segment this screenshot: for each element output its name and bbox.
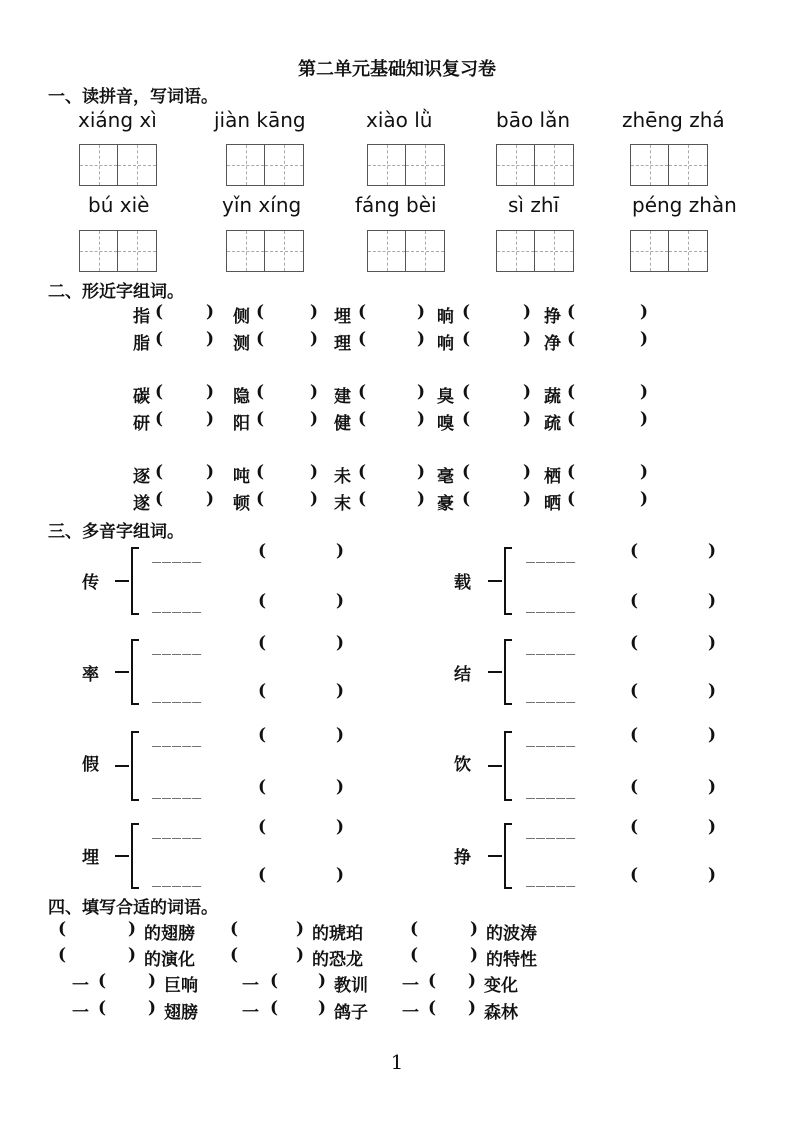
- word-slot[interactable]: ): [336, 541, 345, 561]
- phrase-word: 的恐龙: [312, 950, 363, 970]
- blank-slot[interactable]: ): [468, 998, 477, 1018]
- open-paren: (: [567, 382, 576, 402]
- open-paren: (: [630, 725, 639, 745]
- brace-middle: [115, 765, 129, 767]
- blank-slot[interactable]: ): [470, 919, 479, 939]
- word-slot[interactable]: ): [708, 817, 717, 837]
- group-char: 净: [544, 334, 561, 354]
- answer-slot[interactable]: ): [640, 302, 649, 322]
- brace-line: [131, 639, 133, 703]
- open-paren: (: [230, 919, 239, 939]
- writing-box[interactable]: [630, 144, 708, 186]
- phrase-word: 的演化: [144, 950, 195, 970]
- section1-heading: 一、读拼音，写词语。: [48, 87, 218, 107]
- answer-slot[interactable]: ): [523, 382, 532, 402]
- brace-tick: [504, 547, 512, 549]
- blank-slot[interactable]: ): [148, 998, 157, 1018]
- brace-middle: [488, 671, 502, 673]
- pronunciation-blank[interactable]: _____: [526, 781, 577, 799]
- open-paren: (: [258, 633, 267, 653]
- brace-middle: [115, 580, 129, 582]
- pronunciation-blank[interactable]: _____: [152, 869, 203, 887]
- pronunciation-blank[interactable]: _____: [152, 729, 203, 747]
- answer-slot[interactable]: ): [523, 489, 532, 509]
- word-slot[interactable]: ): [708, 725, 717, 745]
- pinyin-1-5: zhēng zhá: [622, 108, 725, 132]
- open-paren: (: [630, 681, 639, 701]
- open-paren: (: [155, 302, 164, 322]
- page-number: 1: [390, 1050, 404, 1074]
- pronunciation-blank[interactable]: _____: [526, 595, 577, 613]
- brace-line: [504, 639, 506, 703]
- open-paren: (: [428, 998, 437, 1018]
- section3-heading: 三、多音字组词。: [48, 522, 184, 542]
- open-paren: (: [567, 302, 576, 322]
- word-slot[interactable]: ): [336, 633, 345, 653]
- phrase-word: 的翅膀: [144, 924, 195, 944]
- group-char: 未: [334, 467, 351, 487]
- brace-line: [504, 547, 506, 613]
- open-paren: (: [462, 382, 471, 402]
- phrase-word: 教训: [334, 976, 368, 996]
- word-slot[interactable]: ): [708, 591, 717, 611]
- open-paren: (: [256, 462, 265, 482]
- brace-line: [131, 731, 133, 799]
- open-paren: (: [258, 817, 267, 837]
- answer-slot[interactable]: ): [640, 462, 649, 482]
- measure-prefix: 一: [402, 1003, 419, 1023]
- word-slot[interactable]: ): [708, 865, 717, 885]
- answer-slot[interactable]: ): [417, 302, 426, 322]
- open-paren: (: [258, 725, 267, 745]
- word-slot[interactable]: ): [708, 633, 717, 653]
- writing-box[interactable]: [79, 144, 157, 186]
- open-paren: (: [358, 489, 367, 509]
- polyphonic-char: 传: [82, 573, 99, 593]
- group-char: 豪: [437, 494, 454, 514]
- open-paren: (: [256, 409, 265, 429]
- brace-line: [131, 823, 133, 887]
- group-char: 脂: [133, 334, 150, 354]
- answer-slot[interactable]: ): [417, 462, 426, 482]
- answer-slot[interactable]: ): [206, 489, 215, 509]
- writing-box[interactable]: [226, 144, 304, 186]
- phrase-word: 鸽子: [334, 1003, 368, 1023]
- open-paren: (: [410, 919, 419, 939]
- word-slot[interactable]: ): [708, 681, 717, 701]
- open-paren: (: [258, 541, 267, 561]
- brace-tick: [131, 547, 139, 549]
- open-paren: (: [567, 489, 576, 509]
- brace-tick: [504, 823, 512, 825]
- polyphonic-char: 载: [454, 573, 471, 593]
- open-paren: (: [462, 462, 471, 482]
- answer-slot[interactable]: ): [417, 409, 426, 429]
- group-char: 测: [233, 334, 250, 354]
- brace-middle: [488, 765, 502, 767]
- word-slot[interactable]: ): [336, 777, 345, 797]
- phrase-word: 的特性: [486, 950, 537, 970]
- phrase-word: 翅膀: [164, 1003, 198, 1023]
- open-paren: (: [630, 633, 639, 653]
- open-paren: (: [567, 409, 576, 429]
- answer-slot[interactable]: ): [310, 409, 319, 429]
- group-char: 蔬: [544, 387, 561, 407]
- answer-slot[interactable]: ): [206, 462, 215, 482]
- group-char: 逐: [133, 467, 150, 487]
- brace-line: [131, 547, 133, 613]
- group-char: 挣: [544, 307, 561, 327]
- group-char: 建: [334, 387, 351, 407]
- page-title: 第二单元基础知识复习卷: [298, 59, 496, 80]
- writing-box[interactable]: [79, 230, 157, 272]
- group-char: 侧: [233, 307, 250, 327]
- group-char: 健: [334, 414, 351, 434]
- group-char: 研: [133, 414, 150, 434]
- pronunciation-blank[interactable]: _____: [152, 595, 203, 613]
- open-paren: (: [256, 489, 265, 509]
- open-paren: (: [462, 489, 471, 509]
- open-paren: (: [58, 945, 67, 965]
- group-char: 遂: [133, 494, 150, 514]
- phrase-word: 巨响: [164, 976, 198, 996]
- answer-slot[interactable]: ): [523, 462, 532, 482]
- open-paren: (: [258, 681, 267, 701]
- group-char: 响: [437, 334, 454, 354]
- answer-slot[interactable]: ): [523, 409, 532, 429]
- phrase-word: 森林: [484, 1003, 518, 1023]
- answer-slot[interactable]: ): [310, 382, 319, 402]
- group-char: 嗅: [437, 414, 454, 434]
- answer-slot[interactable]: ): [206, 382, 215, 402]
- section4-heading: 四、填写合适的词语。: [48, 898, 218, 918]
- pinyin-1-1: xiáng xì: [78, 108, 157, 132]
- group-char: 理: [334, 334, 351, 354]
- blank-slot[interactable]: ): [468, 971, 477, 991]
- group-char: 栖: [544, 467, 561, 487]
- answer-slot[interactable]: ): [206, 302, 215, 322]
- open-paren: (: [630, 591, 639, 611]
- word-slot[interactable]: ): [708, 541, 717, 561]
- measure-prefix: 一: [242, 976, 259, 996]
- brace-tick: [131, 799, 139, 801]
- blank-slot[interactable]: ): [128, 919, 137, 939]
- group-char: 埋: [334, 307, 351, 327]
- open-paren: (: [270, 971, 279, 991]
- pronunciation-blank[interactable]: _____: [526, 821, 577, 839]
- brace-tick: [131, 731, 139, 733]
- answer-slot[interactable]: ): [206, 409, 215, 429]
- group-char: 末: [334, 494, 351, 514]
- polyphonic-char: 假: [82, 755, 99, 775]
- blank-slot[interactable]: ): [296, 919, 305, 939]
- open-paren: (: [630, 817, 639, 837]
- measure-prefix: 一: [242, 1003, 259, 1023]
- answer-slot[interactable]: ): [310, 302, 319, 322]
- polyphonic-char: 挣: [454, 848, 471, 868]
- group-char: 疏: [544, 414, 561, 434]
- open-paren: (: [462, 409, 471, 429]
- measure-prefix: 一: [72, 976, 89, 996]
- pinyin-1-3: xiào lǜ: [366, 108, 433, 132]
- polyphonic-char: 埋: [82, 848, 99, 868]
- open-paren: (: [155, 409, 164, 429]
- writing-box[interactable]: [367, 144, 445, 186]
- writing-box[interactable]: [630, 230, 708, 272]
- group-char: 阳: [233, 414, 250, 434]
- answer-slot[interactable]: ): [640, 409, 649, 429]
- brace-middle: [488, 580, 502, 582]
- brace-line: [504, 823, 506, 887]
- brace-middle: [115, 671, 129, 673]
- answer-slot[interactable]: ): [417, 329, 426, 349]
- phrase-word: 变化: [484, 976, 518, 996]
- group-char: 吨: [233, 467, 250, 487]
- pinyin-2-4: sì zhī: [508, 193, 560, 217]
- pronunciation-blank[interactable]: _____: [526, 729, 577, 747]
- open-paren: (: [270, 998, 279, 1018]
- open-paren: (: [258, 591, 267, 611]
- pinyin-2-1: bú xiè: [88, 193, 150, 217]
- pronunciation-blank[interactable]: _____: [526, 869, 577, 887]
- brace-middle: [115, 855, 129, 857]
- open-paren: (: [410, 945, 419, 965]
- answer-slot[interactable]: ): [640, 489, 649, 509]
- open-paren: (: [256, 382, 265, 402]
- open-paren: (: [98, 998, 107, 1018]
- brace-tick: [504, 703, 512, 705]
- group-char: 隐: [233, 387, 250, 407]
- brace-tick: [131, 703, 139, 705]
- word-slot[interactable]: ): [336, 817, 345, 837]
- pronunciation-blank[interactable]: _____: [526, 685, 577, 703]
- writing-box[interactable]: [367, 230, 445, 272]
- brace-tick: [131, 887, 139, 889]
- group-char: 顿: [233, 494, 250, 514]
- open-paren: (: [462, 302, 471, 322]
- open-paren: (: [428, 971, 437, 991]
- blank-slot[interactable]: ): [318, 971, 327, 991]
- open-paren: (: [155, 329, 164, 349]
- writing-box[interactable]: [496, 144, 574, 186]
- brace-tick: [131, 823, 139, 825]
- pinyin-1-4: bāo lǎn: [496, 108, 571, 132]
- pronunciation-blank[interactable]: _____: [152, 637, 203, 655]
- group-char: 晒: [544, 494, 561, 514]
- pronunciation-blank[interactable]: _____: [526, 545, 577, 563]
- answer-slot[interactable]: ): [640, 329, 649, 349]
- group-char: 碳: [133, 387, 150, 407]
- blank-slot[interactable]: ): [318, 998, 327, 1018]
- open-paren: (: [358, 302, 367, 322]
- open-paren: (: [256, 329, 265, 349]
- writing-box[interactable]: [496, 230, 574, 272]
- group-char: 臭: [437, 387, 454, 407]
- open-paren: (: [155, 489, 164, 509]
- word-slot[interactable]: ): [336, 681, 345, 701]
- open-paren: (: [462, 329, 471, 349]
- open-paren: (: [358, 329, 367, 349]
- pronunciation-blank[interactable]: _____: [152, 821, 203, 839]
- answer-slot[interactable]: ): [523, 329, 532, 349]
- answer-slot[interactable]: ): [310, 489, 319, 509]
- open-paren: (: [630, 777, 639, 797]
- open-paren: (: [98, 971, 107, 991]
- open-paren: (: [567, 462, 576, 482]
- pronunciation-blank[interactable]: _____: [152, 545, 203, 563]
- brace-tick: [504, 887, 512, 889]
- blank-slot[interactable]: ): [128, 945, 137, 965]
- group-char: 晌: [437, 307, 454, 327]
- phrase-word: 的琥珀: [312, 924, 363, 944]
- pinyin-2-2: yǐn xíng: [222, 193, 302, 217]
- word-slot[interactable]: ): [336, 725, 345, 745]
- brace-tick: [504, 613, 512, 615]
- blank-slot[interactable]: ): [470, 945, 479, 965]
- writing-box[interactable]: [226, 230, 304, 272]
- answer-slot[interactable]: ): [206, 329, 215, 349]
- open-paren: (: [567, 329, 576, 349]
- open-paren: (: [230, 945, 239, 965]
- blank-slot[interactable]: ): [296, 945, 305, 965]
- polyphonic-char: 饮: [454, 755, 471, 775]
- word-slot[interactable]: ): [708, 777, 717, 797]
- pronunciation-blank[interactable]: _____: [526, 637, 577, 655]
- answer-slot[interactable]: ): [310, 329, 319, 349]
- open-paren: (: [358, 382, 367, 402]
- answer-slot[interactable]: ): [417, 489, 426, 509]
- answer-slot[interactable]: ): [310, 462, 319, 482]
- open-paren: (: [155, 462, 164, 482]
- measure-prefix: 一: [72, 1003, 89, 1023]
- group-char: 指: [133, 307, 150, 327]
- open-paren: (: [358, 409, 367, 429]
- brace-tick: [504, 639, 512, 641]
- open-paren: (: [58, 919, 67, 939]
- brace-tick: [131, 639, 139, 641]
- blank-slot[interactable]: ): [148, 971, 157, 991]
- brace-tick: [504, 799, 512, 801]
- pinyin-2-5: péng zhàn: [632, 193, 737, 217]
- pronunciation-blank[interactable]: _____: [152, 781, 203, 799]
- brace-line: [504, 731, 506, 799]
- open-paren: (: [258, 865, 267, 885]
- word-slot[interactable]: ): [336, 591, 345, 611]
- word-slot[interactable]: ): [336, 865, 345, 885]
- open-paren: (: [630, 541, 639, 561]
- group-char: 毫: [437, 467, 454, 487]
- brace-tick: [131, 613, 139, 615]
- pinyin-2-3: fáng bèi: [355, 193, 437, 217]
- open-paren: (: [630, 865, 639, 885]
- brace-tick: [504, 731, 512, 733]
- open-paren: (: [155, 382, 164, 402]
- pinyin-1-2: jiàn kāng: [214, 108, 306, 132]
- phrase-word: 的波涛: [486, 924, 537, 944]
- open-paren: (: [358, 462, 367, 482]
- polyphonic-char: 率: [82, 665, 99, 685]
- polyphonic-char: 结: [454, 665, 471, 685]
- section2-heading: 二、形近字组词。: [48, 282, 184, 302]
- measure-prefix: 一: [402, 976, 419, 996]
- answer-slot[interactable]: ): [523, 302, 532, 322]
- open-paren: (: [256, 302, 265, 322]
- pronunciation-blank[interactable]: _____: [152, 685, 203, 703]
- brace-middle: [488, 855, 502, 857]
- answer-slot[interactable]: ): [640, 382, 649, 402]
- open-paren: (: [258, 777, 267, 797]
- answer-slot[interactable]: ): [417, 382, 426, 402]
